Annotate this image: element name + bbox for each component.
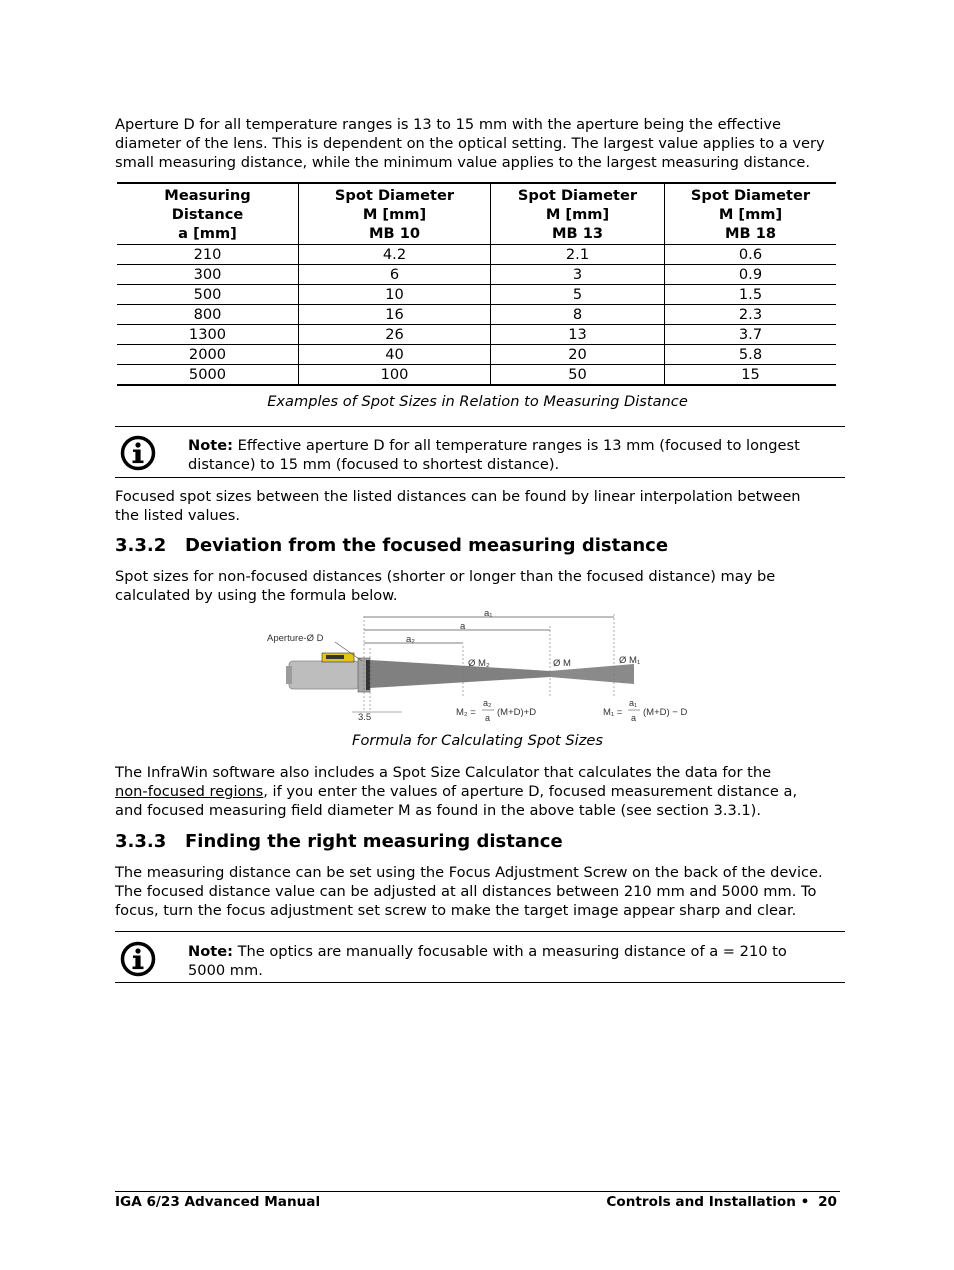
table-cell: 0.6: [665, 245, 837, 265]
footer-rule: [115, 1191, 840, 1192]
pyrometer-label-mark: [326, 655, 344, 659]
table-cell: 3.7: [665, 325, 837, 345]
footer-section: [606, 1194, 837, 1210]
formula-m2-den: a: [485, 713, 491, 723]
note-line: 5000 mm.: [188, 962, 263, 979]
footer-manual-title: IGA 6/23 Advanced Manual: [115, 1194, 321, 1210]
note-line: distance) to 15 mm (focused to shortest distance).: [188, 456, 560, 473]
interpolation-paragraph: [115, 487, 840, 525]
formula-m2-lhs: M₂ =: [456, 707, 476, 718]
table-cell: 5: [491, 285, 665, 305]
table-cell: 5.8: [665, 345, 837, 365]
paragraph-line: The InfraWin software also includes a Spot Size Calculator that calculates the data for the: [115, 764, 772, 781]
table-cell: 5000: [117, 365, 299, 386]
section-heading-333: [115, 831, 563, 852]
table-cell: 6: [299, 265, 491, 285]
paragraph-line: The focused distance value can be adjusted at all distances between 210 mm and 5000 mm. To: [115, 883, 817, 900]
section-number: 3.3.3: [115, 831, 167, 852]
note-label: Note:: [188, 437, 233, 454]
formula-m2-rhs: (M+D)+D: [497, 707, 537, 718]
formula-m1-num: a₁: [629, 698, 638, 708]
note-text: [188, 942, 828, 980]
note-box-focus: [115, 931, 845, 983]
table-cell: 2.1: [491, 245, 665, 265]
paragraph-line: and focused measuring field diameter M as found in the above table (see section 3.3.1).: [115, 802, 762, 819]
label-m2: Ø M₂: [468, 658, 490, 669]
table-caption: Examples of Spot Sizes in Relation to Measuring Distance: [267, 393, 688, 410]
section-number: 3.3.2: [115, 535, 167, 556]
table-row: [117, 285, 836, 305]
label-a: a: [460, 621, 466, 632]
table-row: [117, 365, 836, 386]
header-measuring-distance: Measuring Distance a [mm]: [117, 183, 299, 245]
label-a2: a₂: [406, 634, 415, 645]
beam-converging: [370, 660, 550, 688]
note-box-aperture: [115, 426, 845, 478]
table-cell: 15: [665, 365, 837, 386]
paragraph-line: calculated by using the formula below.: [115, 587, 398, 604]
table-cell: 10: [299, 285, 491, 305]
section-heading-332: [115, 535, 668, 556]
table-cell: 1300: [117, 325, 299, 345]
infrawin-paragraph: [115, 763, 840, 820]
note-line: Effective aperture D for all temperature ranges is 13 mm (focused to longest: [232, 437, 800, 454]
aperture-label: Aperture-Ø D: [267, 633, 324, 644]
non-focused-regions-link[interactable]: non-focused regions: [115, 783, 264, 800]
table-cell: 210: [117, 245, 299, 265]
note-text: [188, 436, 828, 474]
pyrometer-back: [286, 666, 292, 684]
table-cell: 2.3: [665, 305, 837, 325]
header-mb13: Spot Diameter M [mm] MB 13: [491, 183, 665, 245]
table-cell: 40: [299, 345, 491, 365]
table-cell: 16: [299, 305, 491, 325]
note-label: Note:: [188, 943, 233, 960]
footer-bullet: •: [800, 1194, 810, 1210]
formula-m1-den: a: [631, 713, 637, 723]
table-row: [117, 245, 836, 265]
paragraph-line: the listed values.: [115, 507, 241, 524]
formula-m1-rhs: (M+D) − D: [643, 707, 688, 718]
paragraph-line: , if you enter the values of aperture D, focused measurement distance a,: [263, 783, 798, 800]
info-icon: [120, 941, 156, 977]
paragraph-line: Spot sizes for non-focused distances (shorter or longer than the focused distance) may be: [115, 568, 776, 585]
table-cell: 13: [491, 325, 665, 345]
paragraph-line: The measuring distance can be set using the Focus Adjustment Screw on the back of the device.: [115, 864, 823, 881]
table-cell: 2000: [117, 345, 299, 365]
table-cell: 100: [299, 365, 491, 386]
note-line: The optics are manually focusable with a measuring distance of a = 210 to: [232, 943, 787, 960]
figure-caption: Formula for Calculating Spot Sizes: [352, 732, 603, 749]
spot-size-paragraph: [115, 567, 840, 605]
pyrometer-body: [289, 661, 359, 689]
header-mb18: Spot Diameter M [mm] MB 18: [665, 183, 837, 245]
page-number: 20: [818, 1194, 837, 1210]
table-cell: 3: [491, 265, 665, 285]
paragraph-line: Focused spot sizes between the listed distances can be found by linear interpolation between: [115, 488, 801, 505]
focus-paragraph: [115, 863, 840, 920]
table-cell: 800: [117, 305, 299, 325]
label-35: 3.5: [358, 712, 372, 723]
section-title: Deviation from the focused measuring distance: [185, 535, 669, 556]
table-cell: 26: [299, 325, 491, 345]
table-row: [117, 265, 836, 285]
intro-line: small measuring distance, while the minimum value applies to the largest measuring distance.: [115, 154, 811, 171]
label-m1: Ø M₁: [619, 655, 641, 666]
table-cell: 300: [117, 265, 299, 285]
footer-section-title: Controls and Installation: [606, 1194, 796, 1210]
section-title: Finding the right measuring distance: [185, 831, 563, 852]
formula-m1-lhs: M₁ =: [603, 707, 623, 718]
table-cell: 0.9: [665, 265, 837, 285]
table-row: [117, 325, 836, 345]
intro-line: diameter of the lens. This is dependent on the optical setting. The largest value applies to a very: [115, 135, 825, 152]
table-cell: 8: [491, 305, 665, 325]
info-icon: [120, 435, 156, 471]
paragraph-line: focus, turn the focus adjustment set screw to make the target image appear sharp and clear.: [115, 902, 797, 919]
table-cell: 500: [117, 285, 299, 305]
label-m: Ø M: [553, 658, 571, 669]
intro-paragraph: [115, 115, 840, 172]
header-mb10: Spot Diameter M [mm] MB 10: [299, 183, 491, 245]
table-cell: 20: [491, 345, 665, 365]
table-header-row: [117, 183, 836, 245]
table-cell: 1.5: [665, 285, 837, 305]
intro-line: Aperture D for all temperature ranges is 13 to 15 mm with the aperture being the effective: [115, 116, 781, 133]
spot-size-table: [117, 182, 836, 386]
table-row: [117, 305, 836, 325]
label-a1: a₁: [484, 608, 493, 619]
lens: [366, 660, 370, 690]
table-cell: 50: [491, 365, 665, 386]
table-cell: 4.2: [299, 245, 491, 265]
table-row: [117, 345, 836, 365]
formula-m2-num: a₂: [483, 698, 492, 708]
spot-size-diagram: [262, 606, 712, 726]
